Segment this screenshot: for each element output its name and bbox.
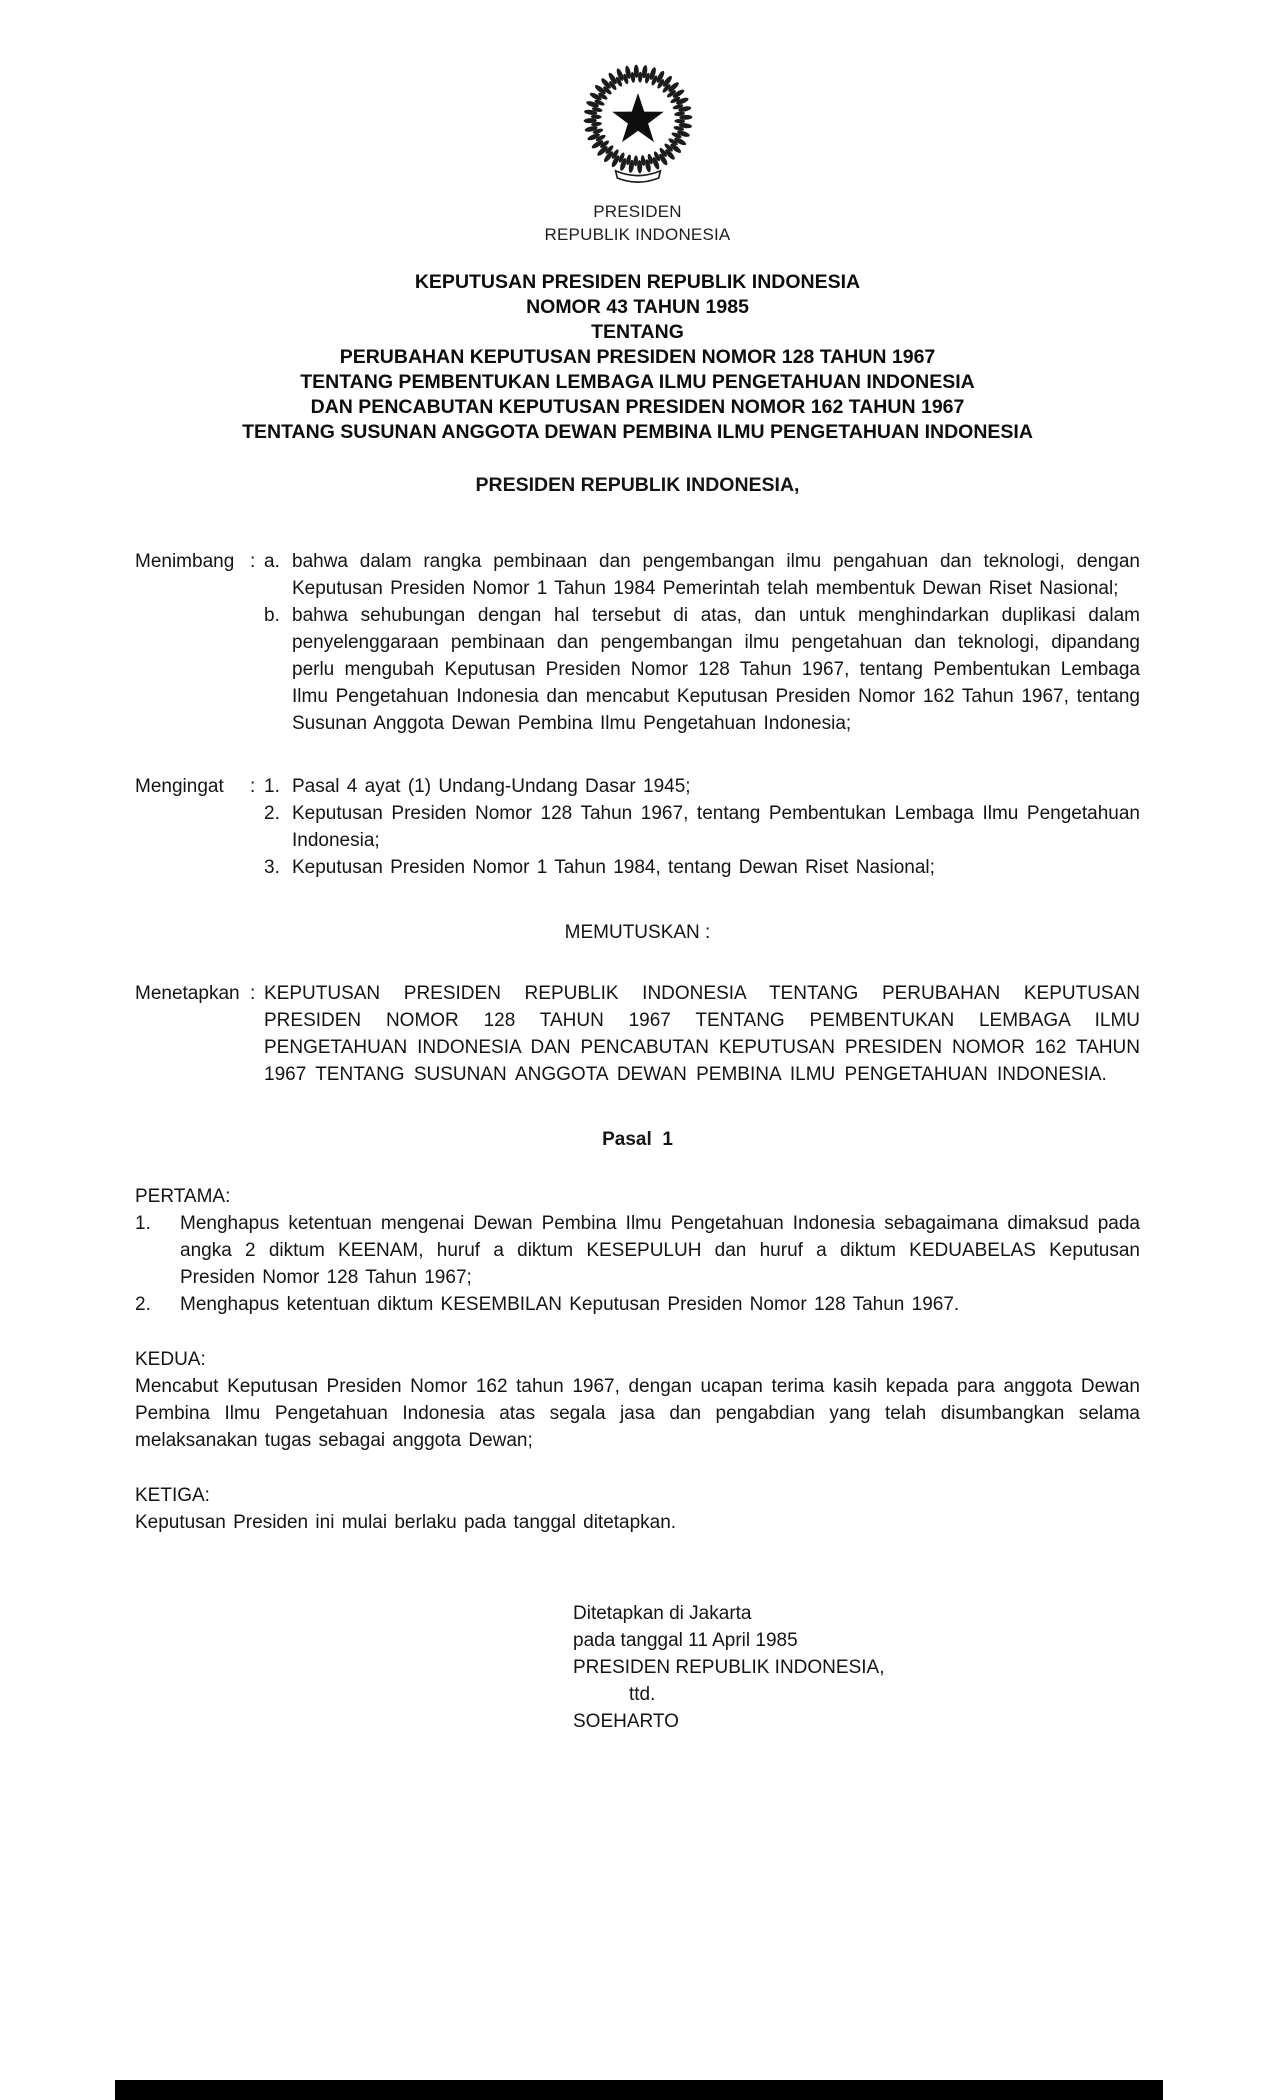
list-item-text: bahwa sehubungan dengan hal tersebut di atas, dan untuk menghindarkan duplikasi dalam penyelenggaraan pembinaan dan pengembangan ilmu pengetahuan dan teknologi, dipandang perlu mengubah Keputusan Presiden Nomor 128 Tahun 1967, tentang Pembentukan Lembaga Ilmu Pengetahuan Indonesia dan mencabut Keputusan Presiden Nomor 162 Tahun 1967, tentang Susunan Anggota Dewan Pembina Ilmu Pengetahuan Indonesia; — [292, 605, 1140, 735]
presidential-seal — [579, 60, 697, 186]
mengingat-item-1 — [264, 773, 1140, 800]
menetapkan-label: Menetapkan — [135, 983, 240, 1005]
letterhead-line-republik: REPUBLIK INDONESIA — [544, 225, 731, 245]
list-item-text: bahwa dalam rangka pembinaan dan pengembangan ilmu pengahuan dan teknologi, dengan Keputusan Presiden Nomor 1 Tahun 1984 Pemerintah telah membentuk Dewan Riset Nasional; — [292, 551, 1140, 600]
signature-place: Ditetapkan di Jakarta — [573, 1603, 752, 1625]
title-line: TENTANG PEMBENTUKAN LEMBAGA ILMU PENGETAHUAN INDONESIA — [300, 371, 975, 394]
list-marker: 1. — [264, 776, 280, 798]
mengingat-colon: : — [250, 776, 256, 798]
mengingat-items — [264, 773, 1140, 881]
menetapkan-text: KEPUTUSAN PRESIDEN REPUBLIK INDONESIA TENTANG PERUBAHAN KEPUTUSAN PRESIDEN NOMOR 128 TAHUN 1967 TENTANG PEMBENTUKAN LEMBAGA ILMU PENGETAHUAN INDONESIA DAN PENCABUTAN KEPUTUSAN PRESIDEN NOMOR 162 TAHUN 1967 TENTANG SUSUNAN ANGGOTA DEWAN PEMBINA ILMU PENGETAHUAN INDONESIA. — [264, 983, 1140, 1086]
kedua-label: KEDUA: — [135, 1349, 206, 1371]
title-line: KEPUTUSAN PRESIDEN REPUBLIK INDONESIA — [414, 271, 861, 294]
scan-artifact-bar — [115, 2080, 1163, 2100]
list-marker: 1. — [135, 1213, 151, 1235]
signature-office: PRESIDEN REPUBLIK INDONESIA, — [573, 1657, 885, 1679]
list-marker: b. — [264, 605, 280, 627]
decree-title — [135, 270, 1140, 445]
salutation: PRESIDEN REPUBLIK INDONESIA, — [475, 474, 800, 497]
ketiga-text: Keputusan Presiden ini mulai berlaku pada tanggal ditetapkan. — [135, 1512, 677, 1534]
mengingat-label: Mengingat — [135, 776, 224, 798]
menimbang-item-a — [264, 548, 1140, 602]
mengingat-item-2 — [264, 800, 1140, 854]
signature-date: pada tanggal 11 April 1985 — [573, 1630, 798, 1652]
pasal-1-heading: Pasal 1 — [602, 1129, 673, 1151]
list-item-text: Pasal 4 ayat (1) Undang-Undang Dasar 1945; — [292, 776, 691, 798]
letterhead — [135, 200, 1140, 246]
menimbang-section — [135, 548, 1140, 737]
signature-name: SOEHARTO — [573, 1711, 679, 1733]
list-marker: 2. — [135, 1294, 151, 1316]
menimbang-items — [264, 548, 1140, 737]
mengingat-item-3 — [264, 854, 1140, 881]
list-marker: 3. — [264, 857, 280, 879]
ketiga-section — [135, 1482, 1140, 1536]
kedua-text: Mencabut Keputusan Presiden Nomor 162 tahun 1967, dengan ucapan terima kasih kepada para anggota Dewan Pembina Ilmu Pengetahuan Indonesia atas segala jasa dan pengabdian yang telah disumbangkan selama melaksanakan tugas sebagai anggota Dewan; — [135, 1376, 1140, 1452]
list-marker: a. — [264, 551, 280, 573]
list-item-text: Keputusan Presiden Nomor 128 Tahun 1967, tentang Pembentukan Lembaga Ilmu Pengetahuan Indonesia; — [292, 803, 1140, 852]
list-item-text: Menghapus ketentuan diktum KESEMBILAN Keputusan Presiden Nomor 128 Tahun 1967. — [180, 1294, 960, 1316]
menetapkan-section — [135, 980, 1140, 1088]
pertama-item-1 — [135, 1210, 1140, 1291]
title-line: DAN PENCABUTAN KEPUTUSAN PRESIDEN NOMOR 162 TAHUN 1967 — [310, 396, 965, 419]
memutuskan-heading: MEMUTUSKAN : — [564, 922, 711, 944]
menimbang-label: Menimbang — [135, 551, 235, 573]
ketiga-label: KETIGA: — [135, 1485, 210, 1507]
title-line: NOMOR 43 TAHUN 1985 — [526, 296, 749, 319]
menimbang-item-b — [264, 602, 1140, 737]
list-item-text: Keputusan Presiden Nomor 1 Tahun 1984, tentang Dewan Riset Nasional; — [292, 857, 935, 879]
mengingat-section — [135, 773, 1140, 881]
title-line: TENTANG — [591, 321, 684, 344]
title-line: TENTANG SUSUNAN ANGGOTA DEWAN PEMBINA ILMU PENGETAHUAN INDONESIA — [242, 421, 1033, 444]
pertama-item-2 — [135, 1291, 1140, 1318]
menimbang-colon: : — [250, 551, 256, 573]
ribbon-icon — [615, 171, 660, 182]
kedua-section — [135, 1346, 1140, 1454]
signature-block — [573, 1600, 1140, 1735]
list-item-text: Menghapus ketentuan mengenai Dewan Pembina Ilmu Pengetahuan Indonesia sebagaimana dimaksud pada angka 2 diktum KEENAM, huruf a diktum KESEPULUH dan huruf a diktum KEDUABELAS Keputusan Presiden Nomor 128 Tahun 1967; — [180, 1213, 1140, 1289]
pertama-label: PERTAMA: — [135, 1186, 231, 1208]
wreath-star-emblem — [579, 60, 697, 186]
letterhead-line-presiden: PRESIDEN — [593, 202, 682, 222]
list-marker: 2. — [264, 803, 280, 825]
star-icon — [612, 93, 664, 142]
menetapkan-colon: : — [250, 983, 256, 1005]
pertama-section — [135, 1183, 1140, 1318]
signature-ttd: ttd. — [629, 1684, 656, 1706]
title-line: PERUBAHAN KEPUTUSAN PRESIDEN NOMOR 128 TAHUN 1967 — [339, 346, 936, 369]
